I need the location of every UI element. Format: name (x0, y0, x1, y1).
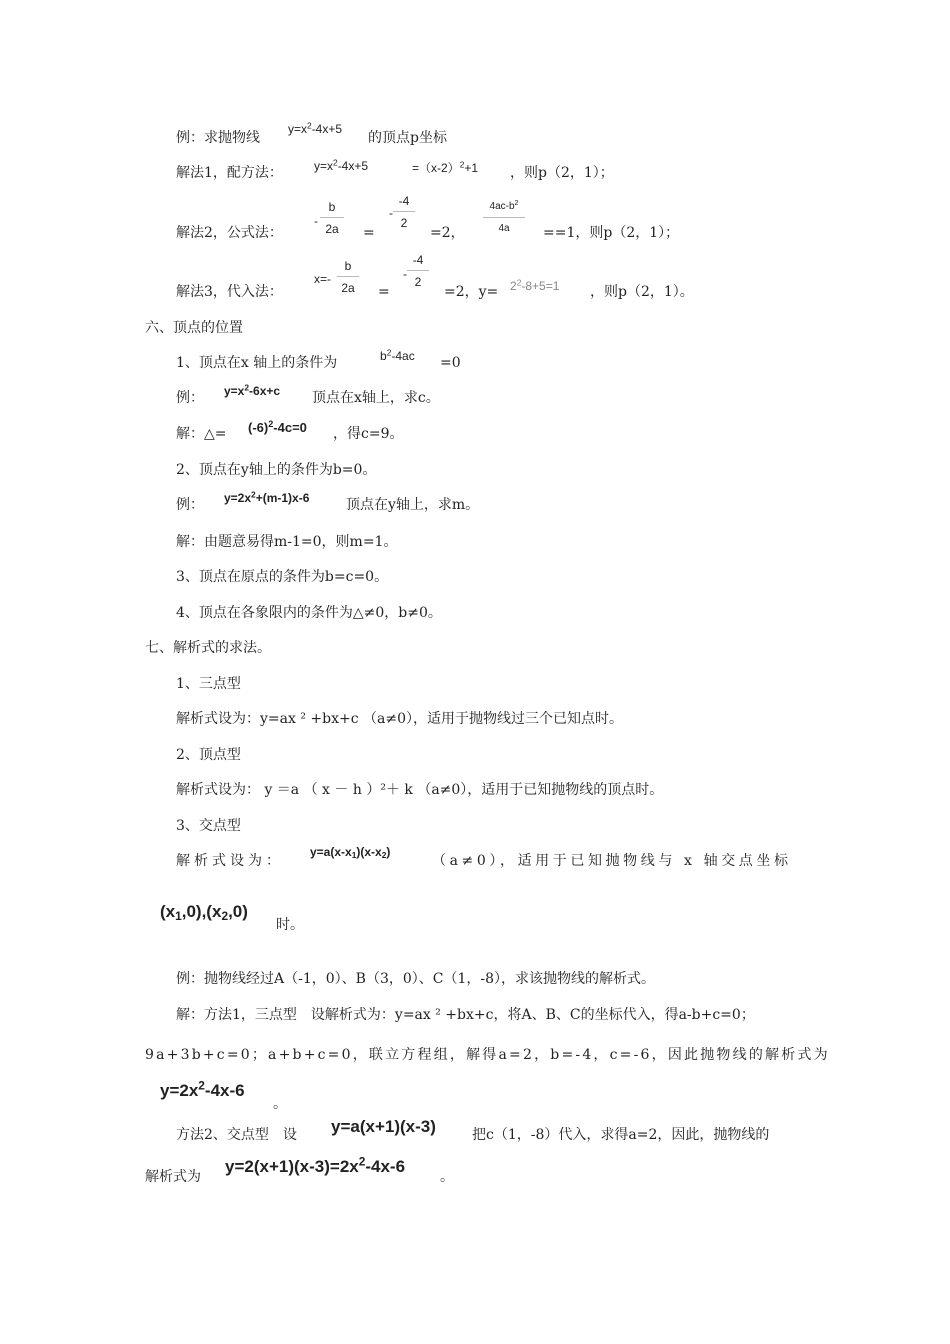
s7-type-3-points: $(x_1,0),(x_2,0)$ (160, 902, 248, 923)
method2-f1-den: 2a (325, 222, 339, 236)
method3-mid: =2，y= (444, 284, 499, 300)
method2-equals: = (363, 225, 375, 241)
method2-f1-num: b (328, 200, 336, 214)
s7-solution-b: 9a+3b+c=0；a+b+c=0，联立方程组，解得a=2，b=-4，c=-6，因此抛物线的解析式为 (145, 1047, 830, 1063)
s6-condition-1-formula: $b^2-4ac$ (380, 347, 415, 363)
method3-calc: $2^2-8+5=1$ (510, 277, 560, 293)
s7-method2-formula: y=a(x+1)(x-3) (331, 1117, 436, 1136)
section7-heading: 七、解析式的求法。 (145, 640, 271, 656)
method2-mid: =2， (430, 225, 465, 241)
method1-result: ，则p（2，1）； (510, 165, 614, 181)
s6-condition-1-tail: =0 (440, 355, 461, 371)
s7-type-2: 2、顶点型 (176, 747, 241, 763)
s7-type-2-desc: 解析式设为： y ＝a （ x － h ）²＋ k （a≠0），适用于已知抛物线的顶点时。 (176, 782, 664, 798)
method2-f2-num: -4 (398, 194, 410, 208)
s6-condition-4: 4、顶点在各象限内的条件为△≠0，b≠0。 (176, 605, 442, 621)
s7-type-3: 3、交点型 (176, 818, 241, 834)
s6-condition-2: 2、顶点在y轴上的条件为b=0。 (176, 462, 377, 478)
method3-result: ，则p（2，1）。 (590, 284, 694, 300)
s6-example-2-formula: $y=2x^2+(m-1)x-6$ (224, 489, 310, 505)
method3-f2-den: 2 (414, 275, 422, 289)
method2-fraction-3: $4ac-b^2$ 4a (483, 199, 525, 237)
s7-method2-label: 方法2、交点型 设 (176, 1127, 297, 1143)
s6-example-2-label: 例： (176, 497, 204, 513)
method1-label: 解法1，配方法： (176, 165, 283, 181)
method2-f2-den: 2 (400, 216, 408, 230)
s6-example-1-tail: 顶点在x轴上，求c。 (312, 390, 440, 406)
s6-example-1-formula: $y=x^2-6x+c$ (224, 382, 281, 398)
method3-minus: - (403, 267, 407, 281)
s6-condition-1: 1、顶点在x 轴上的条件为 (176, 355, 338, 371)
s7-solution-end: 。 (273, 1096, 287, 1112)
vertex-example-equation: $y=x^2-4x+5$ (288, 120, 343, 136)
s7-type-3-tail: 时。 (276, 917, 304, 933)
s7-method2-label-2: 解析式为 (145, 1169, 201, 1185)
method3-f2-num: -4 (412, 253, 424, 267)
method3-fraction-1 (337, 258, 359, 296)
method3-label: 解法3，代入法： (176, 284, 283, 300)
s7-type-1-desc: 解析式设为：y=ax ² +bx+c （a≠0），适用于抛物线过三个已知点时。 (176, 711, 623, 727)
section6-heading: 六、顶点的位置 (145, 320, 243, 336)
s6-solution-1-label: 解：△= (176, 426, 227, 442)
method2-label: 解法2，公式法： (176, 225, 283, 241)
s7-type-3-formula: $y=a(x-x_1)(x-x_2)$ (310, 845, 391, 861)
s7-solution-formula: $y=2x^2-4x-6$ (160, 1078, 245, 1100)
method3-f1-den: 2a (341, 281, 355, 295)
method3-fraction-2 (407, 252, 429, 290)
method2-minus-2: - (389, 206, 393, 220)
method3-f1-num: b (344, 259, 352, 273)
s7-method2-final: $y=2(x+1)(x-3)=2x^2-4x-6$ (225, 1154, 406, 1176)
s6-solution-1-tail: ，得c=9。 (333, 426, 404, 442)
s7-method2-end: 。 (440, 1169, 454, 1185)
s7-type-1: 1、三点型 (176, 676, 241, 692)
s7-solution-a: 解：方法1，三点型 设解析式为：y=ax ² +bx+c，将A、B、C的坐标代入，得a-b+c=0； (176, 1007, 755, 1023)
s7-example: 例：抛物线经过A（-1，0）、B（3，0）、C（1，-8），求该抛物线的解析式。 (176, 971, 656, 987)
method3-equals: = (378, 284, 390, 300)
vertex-example-suffix: 的顶点p坐标 (368, 130, 447, 146)
method2-fraction-1 (320, 199, 344, 237)
s6-solution-1-formula: $(-6)^2-4c=0$ (248, 419, 307, 435)
method1-equation-left: $y=x^2-4x+5$ (314, 157, 369, 173)
s7-method2-desc: 把c（1，-8）代入，求得a=2，因此，抛物线的 (472, 1127, 770, 1143)
method2-minus: - (314, 214, 318, 228)
s6-example-1-label: 例： (176, 390, 204, 406)
s6-condition-3: 3、顶点在原点的条件为b=c=0。 (176, 569, 389, 585)
s7-type-3-desc: （a≠0），适用于已知抛物线与 x 轴交点坐标 (432, 853, 792, 869)
method1-equation-right: $=(x-2)^2+1$ (412, 159, 479, 175)
vertex-example-label: 例：求抛物线 (176, 130, 260, 146)
s7-type-3-label: 解析式设为： (176, 853, 284, 869)
method2-fraction-2 (393, 193, 415, 231)
method2-result: ==1，则p（2，1）； (543, 225, 680, 241)
method2-f3-den: 4a (498, 223, 510, 234)
s6-example-2-tail: 顶点在y轴上，求m。 (346, 497, 480, 513)
method3-prefix: x=- (314, 272, 332, 286)
s6-solution-2: 解：由题意易得m-1=0，则m=1。 (176, 534, 398, 550)
